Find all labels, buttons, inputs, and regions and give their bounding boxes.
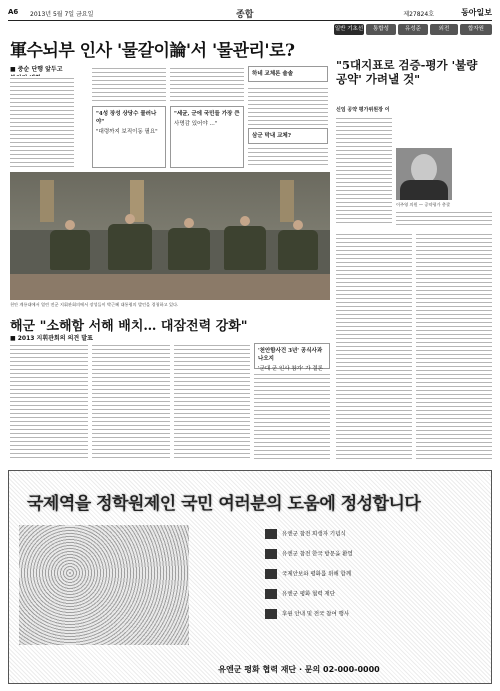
ad-item-label: 후원 안내 및 전국 참여 행사 [282, 611, 350, 618]
portrait-caption: 이주영 의원 — 공약평가 총괄 [396, 202, 451, 207]
ad-item-label: 유엔군 참전 한국 방문을 환영 [282, 551, 353, 558]
photo-person [224, 226, 266, 270]
pullquote-box-2 [170, 106, 244, 168]
pullquote-1-line2: "대령까지 보직이동 필요" [96, 129, 158, 135]
article2-text-col1 [10, 343, 88, 461]
right-tag: 외전 [430, 24, 458, 35]
right-text-col4 [416, 232, 492, 462]
ship-icon [265, 529, 277, 539]
article-text-col4 [248, 86, 328, 126]
ad-item-label: 유엔군 평화 협력 재단 [282, 591, 336, 598]
pullquote-box-1 [92, 106, 166, 168]
right-tag: 유성준 [398, 24, 428, 35]
article-text-col1 [10, 76, 74, 168]
article2-text-col2 [92, 343, 170, 461]
photo-person [278, 230, 318, 270]
people-icon [265, 609, 277, 619]
pullquote-box-5 [254, 343, 330, 372]
issue-date: 2013년 5월 7일 금요일 [30, 11, 94, 18]
photo-head [184, 218, 194, 228]
article2-text-col4 [254, 372, 330, 461]
news-photo-commanders-meeting [10, 172, 330, 300]
ad-crowd-image [19, 525, 189, 645]
ad-item [265, 609, 475, 623]
right-headline: "5대지표로 검증-평가 '불량 공약' 가려낼 것" [336, 58, 478, 86]
pullquote-5-title: '천안함사건 3년' 공식사과 나오지 [258, 348, 323, 362]
portrait-photo [396, 148, 452, 200]
photo-person [168, 228, 210, 270]
ad-item-label: 유엔군 참전 희생자 기념식 [282, 531, 346, 538]
building-icon [265, 589, 277, 599]
photo-flag [280, 180, 294, 222]
right-tag: 통합성 [366, 24, 396, 35]
publisher-name: 동아일보 [461, 8, 492, 17]
photo-head [125, 214, 135, 224]
pullquote-2-line2: 사명감 있어야 …" [174, 121, 218, 127]
edition-number: 제27824호 [403, 11, 434, 18]
section-title: 종합 [236, 10, 254, 20]
right-subhead: 신임 공약 평가위원장 이 [336, 107, 390, 113]
pullquote-5-line2: '군대 군 인사 참가' 가 결론 [258, 366, 323, 372]
ad-item [265, 589, 475, 603]
photo-person [108, 224, 152, 270]
pullquote-box-4 [248, 128, 328, 144]
flag-icon [265, 569, 277, 579]
right-tag: 일반 기초선 [334, 24, 364, 35]
article2-text-col3 [174, 343, 250, 461]
ad-item [265, 529, 475, 543]
plane-icon [265, 549, 277, 559]
second-subhead: ■ 2013 지휘관회의 의견 발표 [10, 335, 93, 342]
article-text-col3 [170, 66, 244, 104]
photo-head [293, 220, 303, 230]
photo-caption: 천안 계룡대에서 열린 전군 지휘관회의에서 장성들이 박근혜 대통령의 발언을 경청하고 있다. [10, 302, 179, 307]
right-text-col1 [336, 116, 392, 226]
ad-footer: 유엔군 평화 협력 재단 · 문의 02-000-0000 [218, 665, 380, 674]
pullquote-2-title: "세균, 군에 국민들 가장 큰 [174, 111, 240, 117]
main-headline: 軍수뇌부 인사 '물갈이論'서 '물관리'로? [10, 41, 295, 61]
photo-head [240, 216, 250, 226]
pullquote-3-title: 하네 교체론 솔솔 [252, 71, 294, 77]
portrait-suit [400, 180, 448, 200]
photo-head [65, 220, 75, 230]
right-tag: 합자원 [460, 24, 492, 35]
ad-title: 국제역을 정학원제인 국민 여러분의 도움에 정성합니다 [27, 494, 421, 514]
header-rule [8, 20, 492, 21]
ad-item [265, 549, 475, 563]
ad-item [265, 569, 475, 583]
right-text-col2a [396, 210, 492, 226]
page-header [8, 6, 492, 20]
article-text-col5 [248, 146, 328, 168]
advertisement [8, 470, 492, 684]
second-headline: 해군 "소해함 서해 배치… 대잠전력 강화" [10, 319, 248, 334]
pullquote-4-title: 삼군 막내 교체? [252, 133, 291, 139]
photo-person [50, 230, 90, 270]
right-text-col3 [336, 232, 412, 462]
photo-table [10, 274, 330, 300]
page-number: A6 [8, 8, 19, 16]
photo-flag [40, 180, 54, 222]
article-text-col2 [92, 66, 166, 104]
pullquote-1-title: "4성 장성 상당수 물러나야" [96, 111, 157, 125]
right-tag-row [334, 24, 492, 38]
ad-item-label: 국제안보와 평화를 위해 함께 [282, 571, 352, 578]
pullquote-box-3 [248, 66, 328, 82]
main-subhead: ■ 중순 단행 앞두고 [10, 66, 63, 73]
